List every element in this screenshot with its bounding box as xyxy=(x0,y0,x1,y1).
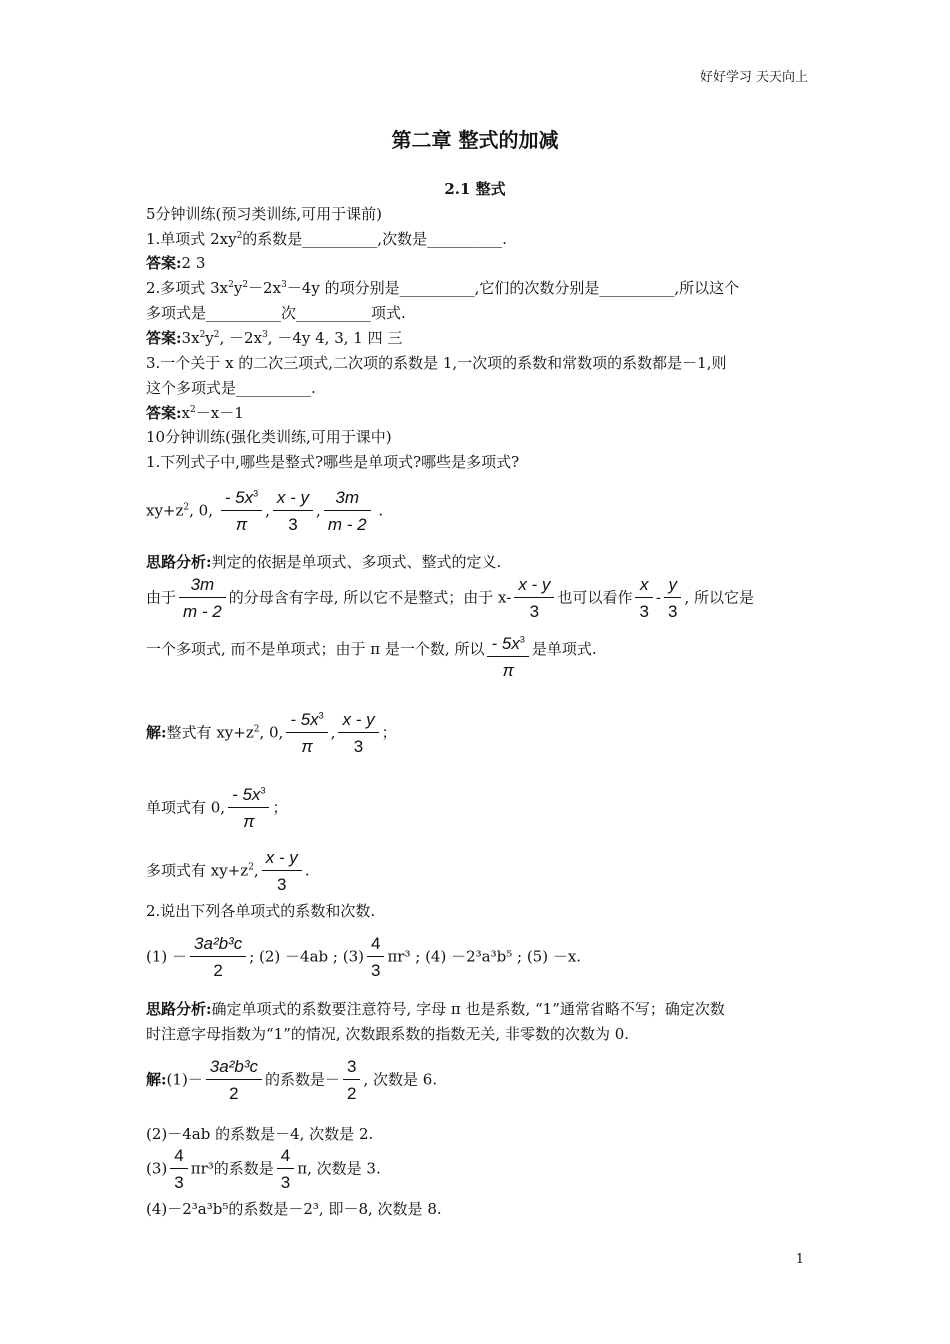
warmup-heading: 5分钟训练(预习类训练,可用于课前) xyxy=(146,205,383,223)
t2-question: 2.说出下列各单项式的系数和次数. xyxy=(146,902,376,920)
fraction-4-over-3: $\frac{4}{3}$ xyxy=(367,934,384,981)
t1-analysis: 思路分析:判定的依据是单项式、多项式、整式的定义. xyxy=(146,553,502,571)
fraction-x-over-3: $\frac{x}{3}$ xyxy=(635,575,652,622)
page-number: 1 xyxy=(795,1252,804,1267)
t1-analysis-paragraph-1: 由于 $\frac{3m}{m - 2}$ 的分母含有字母, 所以它不是整式；由于 x- $\frac{x - y}{3}$ 也可以看作 $\frac{x}{3}$ - $\frac{y}{3}$ , 所以它是 xyxy=(146,575,755,621)
q2-text-line2: 多项式是__________次__________项式. xyxy=(146,304,406,322)
t2-monomial-list: (1) － $\frac{\text{3a²b³c}}{2}$ ; (2) －4ab ; (3) $\frac{4}{3}$ πr³ ; (4) －2³a³b⁵ ; (5) －x. xyxy=(146,934,582,980)
t1-question: 1.下列式子中,哪些是整式?哪些是单项式?哪些是多项式? xyxy=(146,453,520,471)
fraction-x-minus-y-over-3: $\frac{x - y}{3}$ xyxy=(262,848,302,895)
t2-solution-line-4: (4)－2³a³b⁵的系数是－2³, 即－8, 次数是 8. xyxy=(146,1200,442,1218)
t1-solution-line-1: 解:整式有 $xy+z^2$, 0, $\frac{- 5x^3}{\pi}$ , $\frac{x - y}{3}$ ； xyxy=(146,710,397,756)
q1-answer: 答案:2 3 xyxy=(146,254,206,272)
fraction-x-minus-y-over-3: $\frac{x - y}{3}$ xyxy=(273,488,313,535)
fraction-3-over-2: $\frac{3}{2}$ xyxy=(343,1057,360,1104)
t1-analysis-paragraph-2: 一个多项式, 而不是单项式；由于 π 是一个数, 所以 $\frac{- 5x^3}{\pi}$ 是单项式. xyxy=(146,634,597,680)
fraction-neg5x3-over-pi: $\frac{- 5x^3}{\pi}$ xyxy=(228,785,269,832)
fraction-neg5x3-over-pi: $\frac{- 5x^3}{\pi}$ xyxy=(487,634,528,681)
fraction-3a2b3c-over-2: $\frac{\text{3a²b³c}}{2}$ xyxy=(190,934,246,981)
t2-solution-line-1: 解:(1)－ $\frac{\text{3a²b³c}}{2}$ 的系数是－ $\frac{3}{2}$ , 次数是 6. xyxy=(146,1057,438,1103)
q2-answer: 答案$:3x^2y^2$, $-2x^3$, －4y 4, 3, 1 四 三 xyxy=(146,329,403,347)
t2-solution-line-3: (3) $\frac{4}{3}$ πr³的系数是 $\frac{4}{3}$ π, 次数是 3. xyxy=(146,1146,381,1192)
fraction-x-minus-y-over-3: $\frac{x - y}{3}$ xyxy=(338,710,378,757)
q3-text: 3.一个关于 x 的二次三项式,二次项的系数是 1,一次项的系数和常数项的系数都是－1,则 xyxy=(146,354,727,372)
q3-text-line2: 这个多项式是__________. xyxy=(146,379,316,397)
section-title: 2.1 整式 xyxy=(444,180,506,198)
fraction-4-over-3: $\frac{4}{3}$ xyxy=(277,1146,294,1193)
fraction-3m-over-m-minus-2: $\frac{3m}{m - 2}$ xyxy=(324,488,371,535)
t2-solution-line-2: (2)－4ab 的系数是－4, 次数是 2. xyxy=(146,1125,374,1143)
fraction-x-minus-y-over-3: $\frac{x - y}{3}$ xyxy=(514,575,554,622)
fraction-3m-over-m-minus-2: $\frac{3m}{m - 2}$ xyxy=(179,575,226,622)
fraction-neg5x3-over-pi: $\frac{- 5x^3}{\pi}$ xyxy=(221,488,262,535)
fraction-y-over-3: $\frac{y}{3}$ xyxy=(664,575,681,622)
fraction-neg5x3-over-pi: $\frac{- 5x^3}{\pi}$ xyxy=(286,710,327,757)
t1-solution-line-3: 多项式有 $xy+z^2$, $\frac{x - y}{3}$ . xyxy=(146,848,310,894)
q1-text: 1.单项式 $2xy^2$的系数是__________,次数是__________. xyxy=(146,230,507,248)
page-header: 好好学习 天天向上 xyxy=(699,70,808,85)
q3-answer: 答案$:x^2-x-1$ xyxy=(146,404,244,422)
t1-solution-line-2: 单项式有 0, $\frac{- 5x^3}{\pi}$ ； xyxy=(146,785,288,831)
fraction-3a2b3c-over-2: $\frac{\text{3a²b³c}}{2}$ xyxy=(206,1057,262,1104)
q2-text: 2.多项式 $3x^2y^2-2x^3-4y$ 的项分别是__________,它们的次数分别是__________,所以这个 xyxy=(146,279,740,297)
training-heading: 10分钟训练(强化类训练,可用于课中) xyxy=(146,428,392,446)
t2-analysis-line-1: 思路分析:确定单项式的系数要注意符号, 字母 π 也是系数, “1”通常省略不写；确定次数 xyxy=(146,1000,725,1018)
t1-expression-list: $xy+z^2$, 0, $\frac{- 5x^3}{\pi}$ , $\frac{x - y}{3}$ , $\frac{3m}{m - 2}$ . xyxy=(146,488,384,534)
t2-analysis-line-2: 时注意字母指数为“1”的情况, 次数跟系数的指数无关, 非零数的次数为 0. xyxy=(146,1025,630,1043)
fraction-4-over-3: $\frac{4}{3}$ xyxy=(170,1146,187,1193)
chapter-title: 第二章 整式的加减 xyxy=(391,128,559,152)
